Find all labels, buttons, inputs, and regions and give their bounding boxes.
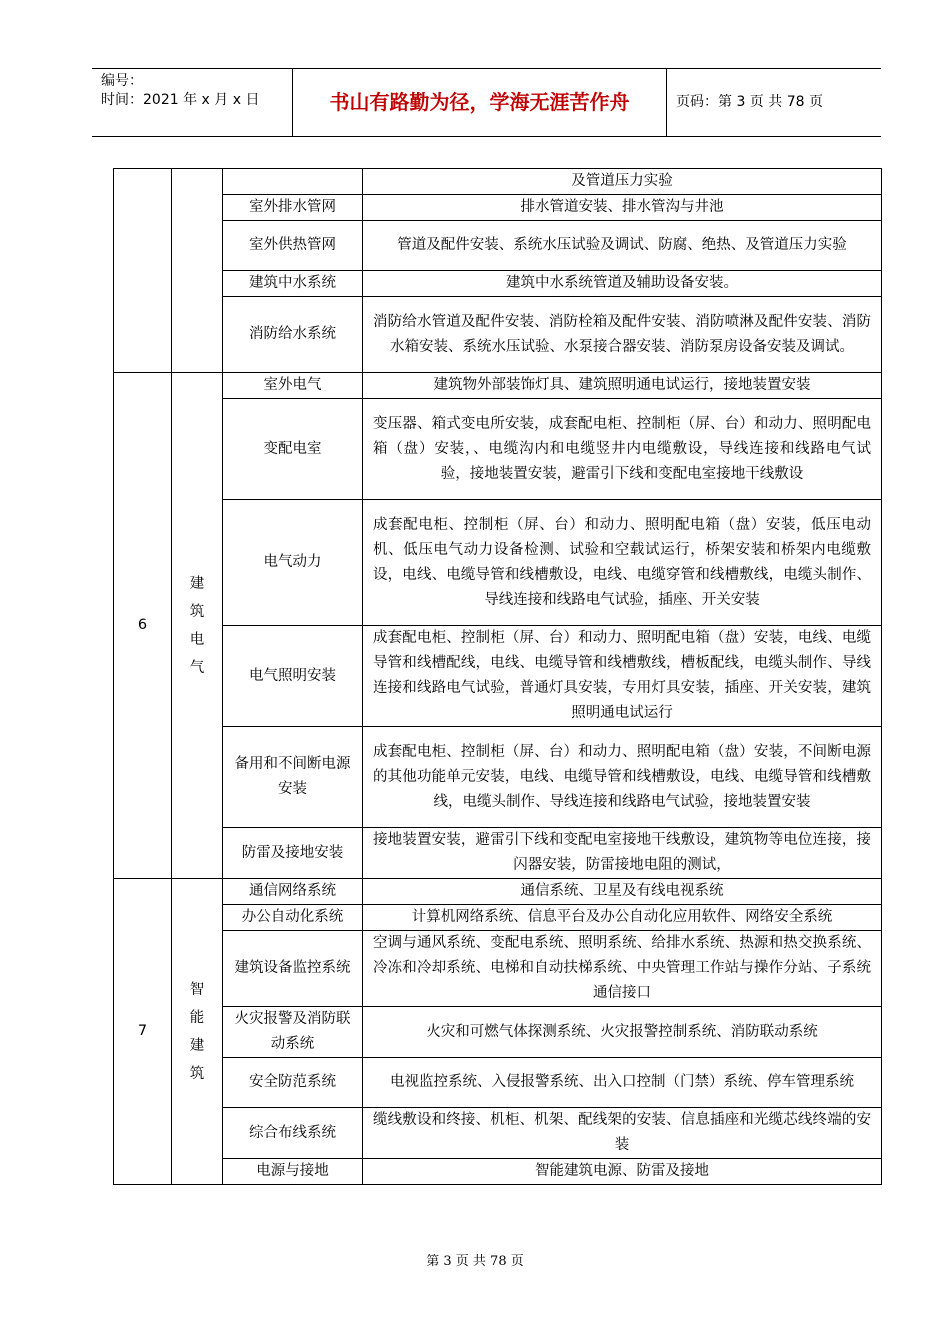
- description-cell: 接地装置安装，避雷引下线和变配电室接地干线敷设，建筑物等电位连接，接闪器安装，防雷接地电阻的测试，: [363, 828, 882, 879]
- table-row: [114, 931, 882, 1007]
- table-row: [114, 1159, 882, 1185]
- category-cell: [172, 879, 223, 1185]
- description-cell: 成套配电柜、控制柜（屏、台）和动力、照明配电箱（盘）安装，不间断电源的其他功能单元安装，电线、电缆导管和线槽敷设，电线、电缆导管和线槽敷线，电缆头制作、导线连接和线路电气试验，接地装置安装: [363, 727, 882, 828]
- subitem-cell: 室外供热管网: [223, 221, 363, 271]
- category-cell: [172, 169, 223, 373]
- description-cell: 电视监控系统、入侵报警系统、出入口控制（门禁）系统、停车管理系统: [363, 1058, 882, 1108]
- table-row: [114, 373, 882, 399]
- footer-page-number: 第 3 页 共 78 页: [426, 1254, 524, 1269]
- category-label: 建筑电气: [189, 575, 205, 676]
- subitem-cell: 综合布线系统: [223, 1108, 363, 1159]
- description-cell: 智能建筑电源、防雷及接地: [363, 1159, 882, 1185]
- description-cell: 成套配电柜、控制柜（屏、台）和动力、照明配电箱（盘）安装，电线、电缆导管和线槽配线，电线、电缆导管和线槽敷线，槽板配线，电缆头制作、导线连接和线路电气试验，普通灯具安装，专用灯具安装，插座、开关安装，建筑照明通电试运行: [363, 626, 882, 727]
- header-info-cell: [92, 69, 293, 136]
- number-label: 编号：: [101, 73, 143, 89]
- construction-items-table: [113, 168, 882, 1185]
- table-row: [114, 905, 882, 931]
- motto: 书山有路勤为径，学海无涯苦作舟: [293, 69, 667, 136]
- subitem-cell: [223, 169, 363, 195]
- time-text: 时间：2021 年 x 月 x 日: [101, 92, 260, 108]
- description-cell: 及管道压力实验: [363, 169, 882, 195]
- category-label: 智能建筑: [189, 981, 205, 1082]
- category-cell: [172, 373, 223, 879]
- table-row: [114, 169, 882, 195]
- subitem-cell: 备用和不间断电源安装: [223, 727, 363, 828]
- subitem-cell: 消防给水系统: [223, 297, 363, 373]
- item-number-cell: 7: [114, 879, 172, 1185]
- table-row: [114, 828, 882, 879]
- description-cell: 排水管道安装、排水管沟与井池: [363, 195, 882, 221]
- table-row: [114, 297, 882, 373]
- item-number-cell: 6: [114, 373, 172, 879]
- table-row: [114, 1108, 882, 1159]
- table-row: [114, 727, 882, 828]
- description-cell: 缆线敷设和终接、机柜、机架、配线架的安装、信息插座和光缆芯线终端的安装: [363, 1108, 882, 1159]
- subitem-cell: 安全防范系统: [223, 1058, 363, 1108]
- table-row: [114, 221, 882, 271]
- table-row: [114, 195, 882, 221]
- subitem-cell: 室外排水管网: [223, 195, 363, 221]
- description-cell: 建筑中水系统管道及辅助设备安装。: [363, 271, 882, 297]
- description-cell: 通信系统、卫星及有线电视系统: [363, 879, 882, 905]
- table-row: [114, 626, 882, 727]
- table-row: [114, 1007, 882, 1058]
- header-page-number: 页码：第 3 页 共 78 页: [676, 94, 823, 110]
- subitem-cell: 通信网络系统: [223, 879, 363, 905]
- table-row: [114, 399, 882, 500]
- description-cell: 计算机网络系统、信息平台及办公自动化应用软件、网络安全系统: [363, 905, 882, 931]
- table-row: [114, 879, 882, 905]
- description-cell: 空调与通风系统、变配电系统、照明系统、给排水系统、热源和热交换系统、冷冻和冷却系统、电梯和自动扶梯系统、中央管理工作站与操作分站、子系统通信接口: [363, 931, 882, 1007]
- description-cell: 成套配电柜、控制柜（屏、台）和动力、照明配电箱（盘）安装，低压电动机、低压电气动力设备检测、试验和空载试运行，桥架安装和桥架内电缆敷设，电线、电缆导管和线槽敷设，电线、电缆穿管和线槽敷线，电缆头制作、导线连接和线路电气试验，插座、开关安装: [363, 500, 882, 626]
- subitem-cell: 电源与接地: [223, 1159, 363, 1185]
- description-cell: 消防给水管道及配件安装、消防栓箱及配件安装、消防喷淋及配件安装、消防水箱安装、系统水压试验、水泵接合器安装、消防泵房设备安装及调试。: [363, 297, 882, 373]
- subitem-cell: 防雷及接地安装: [223, 828, 363, 879]
- subitem-cell: 变配电室: [223, 399, 363, 500]
- subitem-cell: 电气动力: [223, 500, 363, 626]
- description-cell: 管道及配件安装、系统水压试验及调试、防腐、绝热、及管道压力实验: [363, 221, 882, 271]
- document-header: [92, 68, 881, 137]
- description-cell: 建筑物外部装饰灯具、建筑照明通电试运行，接地装置安装: [363, 373, 882, 399]
- subitem-cell: 办公自动化系统: [223, 905, 363, 931]
- subitem-cell: 室外电气: [223, 373, 363, 399]
- table-row: [114, 1058, 882, 1108]
- item-number-cell: [114, 169, 172, 373]
- table-row: [114, 500, 882, 626]
- description-cell: 火灾和可燃气体探测系统、火灾报警控制系统、消防联动系统: [363, 1007, 882, 1058]
- table-row: [114, 271, 882, 297]
- description-cell: 变压器、箱式变电所安装，成套配电柜、控制柜（屏、台）和动力、照明配电箱（盘）安装，、电缆沟内和电缆竖井内电缆敷设，导线连接和线路电气试验，接地装置安装，避雷引下线和变配电室接地干线敷设: [363, 399, 882, 500]
- subitem-cell: 火灾报警及消防联动系统: [223, 1007, 363, 1058]
- subitem-cell: 建筑设备监控系统: [223, 931, 363, 1007]
- subitem-cell: 电气照明安装: [223, 626, 363, 727]
- subitem-cell: 建筑中水系统: [223, 271, 363, 297]
